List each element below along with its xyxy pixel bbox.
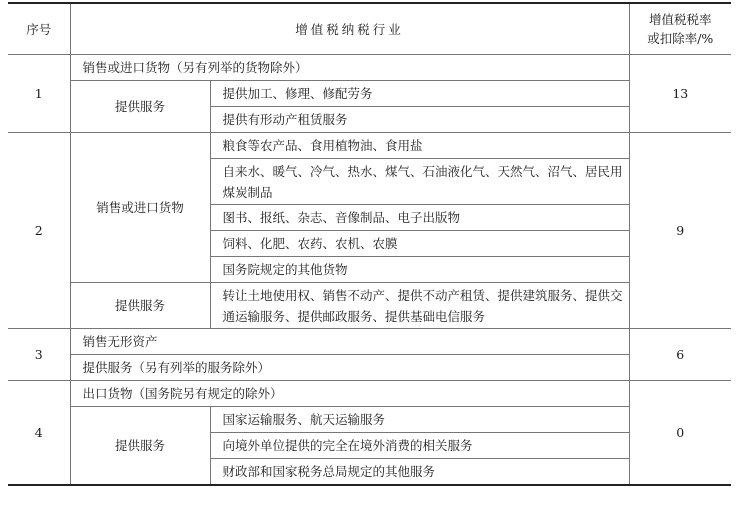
header-rate-line1: 增值税税率: [649, 12, 712, 27]
service-item: 国家运输服务、航天运输服务: [210, 407, 629, 433]
service-item: 财政部和国家税务总局规定的其他服务: [210, 459, 629, 485]
group3-row: 提供服务（另有列举的服务除外）: [70, 355, 629, 381]
seq-cell-1: 1: [8, 55, 70, 133]
seq-cell-2: 2: [8, 133, 70, 329]
rate-cell-4: 0: [629, 381, 731, 485]
rate-cell-2: 9: [629, 133, 731, 329]
vat-rate-table: [8, 2, 731, 486]
header-seq: 序号: [8, 3, 70, 55]
header-rate: [629, 3, 731, 55]
goods-item: 粮食等农产品、食用植物油、食用盐: [210, 133, 629, 159]
table-row: [8, 133, 731, 159]
goods-label-2: 销售或进口货物: [70, 133, 210, 283]
table-row: [8, 81, 731, 107]
service-item: 提供加工、修理、修配劳务: [210, 81, 629, 107]
service-item: 向境外单位提供的完全在境外消费的相关服务: [210, 433, 629, 459]
rate-cell-1: 13: [629, 55, 731, 133]
header-industry: 增值税纳税行业: [70, 3, 629, 55]
goods-item: 饲料、化肥、农药、农机、农膜: [210, 231, 629, 257]
seq-cell-4: 4: [8, 381, 70, 485]
service-label-2: 提供服务: [70, 283, 210, 329]
service-label-1: 提供服务: [70, 81, 210, 133]
service-label-4: 提供服务: [70, 407, 210, 485]
seq-cell-3: 3: [8, 329, 70, 381]
service-item: 提供有形动产租赁服务: [210, 107, 629, 133]
group3-row: 销售无形资产: [70, 329, 629, 355]
table-row: [8, 407, 731, 433]
table-row: [8, 329, 731, 355]
goods-item: 图书、报纸、杂志、音像制品、电子出版物: [210, 205, 629, 231]
goods-item: 国务院规定的其他货物: [210, 257, 629, 283]
table-row: [8, 355, 731, 381]
table-row: [8, 283, 731, 329]
goods-cell-4: 出口货物（国务院另有规定的除外）: [70, 381, 629, 407]
rate-cell-3: 6: [629, 329, 731, 381]
header-row: [8, 3, 731, 55]
table-row: [8, 55, 731, 81]
table-row: [8, 381, 731, 407]
header-rate-line2: 或扣除率/%: [647, 31, 714, 46]
goods-item: 自来水、暖气、冷气、热水、煤气、石油液化气、天然气、沼气、居民用煤炭制品: [210, 159, 629, 205]
service-item: 转让土地使用权、销售不动产、提供不动产租赁、提供建筑服务、提供交通运输服务、提供邮政服务、提供基础电信服务: [210, 283, 629, 329]
goods-cell-1: 销售或进口货物（另有列举的货物除外）: [70, 55, 629, 81]
